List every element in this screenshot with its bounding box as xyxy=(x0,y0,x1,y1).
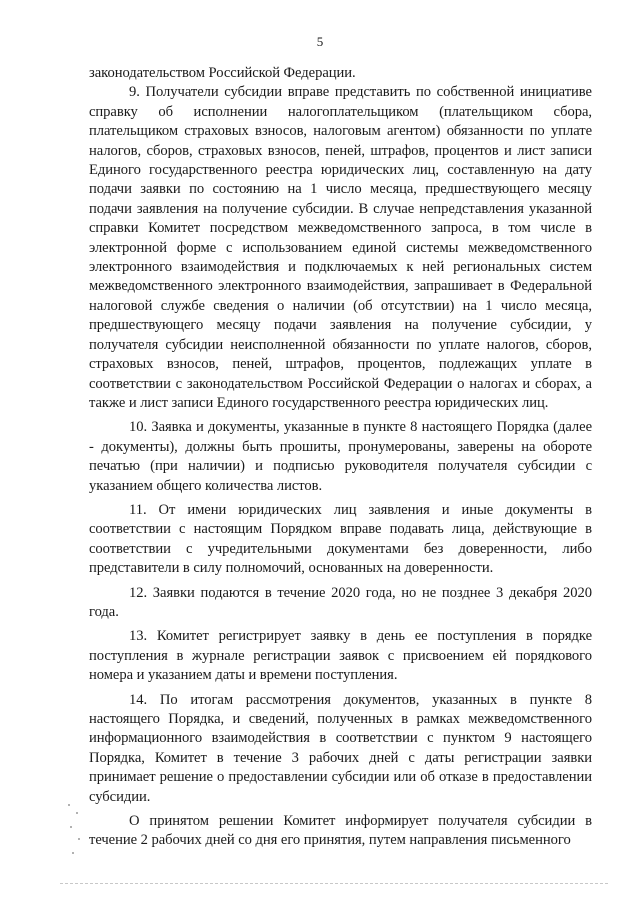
paragraph-decision-notice: О принятом решении Комитет информирует получателя субсидии в течение 2 рабочих дней со дня его принятия, путем направления письменного xyxy=(89,813,592,849)
page-number: 5 xyxy=(316,34,324,49)
paragraph-item-9: 9. Получатели субсидии вправе представить по собственной инициативе справку об исполнении налогоплательщиком (плательщиком сбора, плательщиком страховых взносов, налоговым агентом) обязанности по уплате налогов, сборов, страховых взносов, пеней, штрафов, процентов и лист записи Единого государственного реестра юридических лиц, составленную на дату подачи заявки по состоянию на 1 число месяца, предшествующего месяцу подачи заявления на получение субсидии. В случае непредставления указанной справки Комитет посредством межведомственного запроса, в том числе в электронной форме с использованием единой системы межведомственного электронного взаимодействия и подключаемых к ней региональных систем межведомственного электронного взаимодействия, запрашивает в Федеральной налоговой службе сведения о наличии (об отсутствии) на 1 число месяца, предшествующего месяцу подачи заявления на получение субсидии, у получателя субсидии неисполненной обязанности по уплате налогов, сборов, страховых взносов, пеней, штрафов, процентов, подлежащих уплате в соответствии с законодательством Российской Федерации о налогах и сборах, а также и лист записи Единого государственного реестра юридических лиц. xyxy=(89,84,592,411)
scan-artifact-specks xyxy=(66,800,82,860)
paragraph-item-12: 12. Заявки подаются в течение 2020 года, но не позднее 3 декабря 2020 года. xyxy=(89,584,592,620)
paragraph-item-13: 13. Комитет регистрирует заявку в день ее поступления в порядке поступления в журнале регистрации заявок с присвоением ей порядкового номера и указанием даты и времени поступления. xyxy=(89,628,592,684)
paragraph-item-11: 11. От имени юридических лиц заявления и иные документы в соответствии с настоящим Порядком вправе подавать лица, действующие в соответствии с учредительными документами без доверенности, либо представители в силу полномочий, основанных на доверенности. xyxy=(89,501,592,577)
paragraph-item-10: 10. Заявка и документы, указанные в пункте 8 настоящего Порядка (далее - документы), должны быть прошиты, пронумерованы, заверены на обороте печатью (при наличии) и подписью руководителя получателя субсидии с указанием общего количества листов. xyxy=(89,419,592,494)
paragraph-item-14: 14. По итогам рассмотрения документов, указанных в пункте 8 настоящего Порядка, и сведений, полученных в рамках межведомственного информационного взаимодействия в соответствии с пунктом 9 настоящего Порядка, Комитет в течение 3 рабочих дней с даты регистрации заявки принимает решение о предоставлении субсидии или об отказе в предоставлении субсидии. xyxy=(89,691,592,805)
bottom-scan-line xyxy=(60,883,608,884)
paragraph-continuation: законодательством Российской Федерации. xyxy=(89,65,356,81)
document-body xyxy=(89,64,592,851)
